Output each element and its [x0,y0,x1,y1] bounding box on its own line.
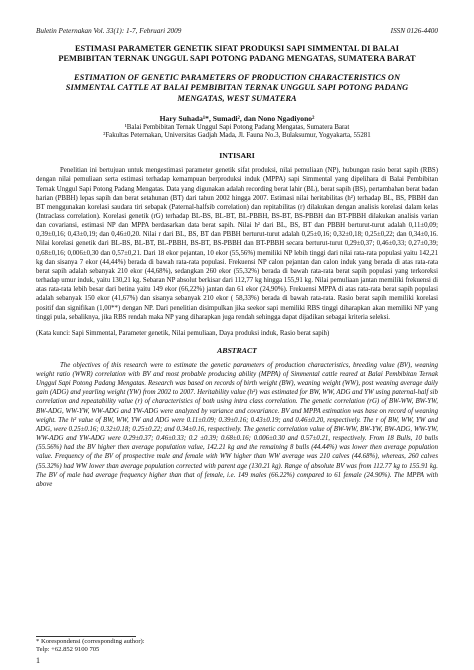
footnote-phone: Telp: +62.852 9100 705 [36,646,100,653]
intisari-body: Penelitian ini bertujuan untuk mengestimasi parameter genetik sifat produksi, nilai pemuliaan (NP), hubungan rasio berat sapih (RBS) dengan nilai pemuliaan serta estimasi terhadap kemampuan berproduksi induk (MPPA) sapi Simmental yang dipelihara di Balai Pembibitan Ternak Unggul Sapi Potong Padang Mengatas. Data yang digunakan adalah recording berat lahir (BL), berat sapih (BS), pertambahan berat badan harian (PBBH) lepas sapih dan berat setahunan (BT) dari tahun 2002 hingga 2007. Estimasi nilai heritabilitas (h²) terhadap BL, BS, PBBH dan BT menggunakan korelasi saudara tiri sebapak (Paternal-halfsib correlation) dan repitabilitas (r) dilakukan dengan analisis korelasi dalam kelas (Intraclass correlation). Korelasi genetik (rG) terhadap BL-BS, BL-BT, BL-PBBH, BS-BT, BS-PBBH dan BT-PBBH dilakukan analisis varian dan covariansi, estimasi NP dan MPPA berdasarkan data berat sapih. Nilai h² dari BL, BS, BT dan PBBH berturut-turut adalah 0,11±0,09; 0,39±0,16; 0,43±0,19; dan 0,46±0,20. Nilai r dari BL, BS, BT dan PBBH berturut-turut adalah 0,25±0,16; 0,32±0,18; 0,25±0,22; dan 0,34±0,16. Nilai korelasi genetik dari BL-BS, BL-BT, BL-PBBH, BS-BT, BS-PBBH dan BT-PBBH secara berturut-turut 0,29±0,37; 0,46±0,33; 0,27±0,39; 0,68±0,16; 0,006±0,30 dan 0,57±0,21. Dari 18 ekor pejantan, 10 ekor (55,56%) memiliki NP lebih tinggi dari nilai rata-rata populasi yaitu 142,21 kg dan sisanya 7 ekor (44,44%) berada di bawah rata-rata populasi. Frekuensi NP calon pejantan dan calon induk yang berada di atas rata-rata berat sapih adalah sebanyak 210 ekor (44,68%), sedangkan 260 ekor (55,32%) berada di bawah rata-rata berat sapih populasi yang terkoreksi terhadap umur induk, yaitu 130,21 kg. Sebaran NP absolut berkisar dari 112,77 kg hingga 155,91 kg. Nilai pemuliaan jantan memiliki frekuensi di atas rata-rata lebih besar dari betina yaitu 149 ekor (66,22%) jantan dan 61 ekor (24,90%). Frekuensi MPPA di atas rata-rata berat sapih populasi adalah sebanyak 150 ekor (41,67%) dan sisanya sebanyak 210 ekor ( 58,33%) berada di bawah rata-rata. Rasio berat sapih memiliki korelasi positif dan signifikan (1,00**) dengan NP. Dari penelitian disimpulkan jika seekor sapi memiliki RBS tinggi diharapkan akan memiliki NP yang tinggi pula, sebaliknya, jika RBS rendah maka NP yang diharapkan juga rendah sehingga dapat dijadikan sebagai kriteria seleksi. [36,167,438,321]
article-content [36,44,438,489]
footnote-correspondence: * Korespondensi (corresponding author): [36,638,145,645]
page-number: 1 [36,656,40,665]
running-header [36,27,438,39]
title-english-line-2: SIMMENTAL CATTLE AT BALAI PEMBIBITAN TERNAK UNGGUL SAPI POTONG PADANG [65,83,409,93]
intisari-heading: INTISARI [219,151,255,161]
title-indonesian-line-2: PEMBIBITAN TERNAK UNGGUL SAPI POTONG PADANG MENGATAS, SUMATERA BARAT [58,54,416,64]
abstract-body: The objectives of this research were to estimate the genetic parameters of production characteristics, breeding value (BV), weaning weight ratio (WWR) correlation with BV and most probable producing ability (MPPA) of Simmental cattle reared at Balai Pembibitan Ternak Unggul Sapi Potong Padang Mengatas. Research was based on records of birth weight (BW), weaning weight (WW), post weaning average daily gain (ADG) and yearling weight (YW) from 2002 to 2007. Heritability value (h²) was estimated for BW, WW, ADG and YW using paternal-half sib correlation and repeatability value (r) of characteristics of both using intra class correlation. The genetic correlation (rG) of BW-WW, BW-YW, BW-ADG, WW-YW, WW-ADG and YW-ADG were analyzed by variance and covariance. BV and MPPA estimation was base on record of weaning weight. The h² value of BW, WW, YW and ADG were 0.11±0.09; 0.39±0.16; 0.43±0.19; and 0.46±0.20, respectively. The r of BW, WW, YW and ADG, were 0.25±0.16; 0.32±0.18; 0.25±0.22; and 0.34±0.16, respectively. The genetic correlation value of BW-WW, BW-YW, BW-ADG, WW-YW, WW-ADG and YW-ADG were 0.29±0.37; 0.46±0.33; 0.2 ±0.39; 0.68±0.16; 0.006±0.30 and 0.57±0.21, respectively. From 18 Bulls, 10 bulls (55.56%) had the BV higher then average population value, 142.21 kg and the remaining 8 bulls (44.44%) was lower then average population value. Frequency of the BV of prospective male and female with WW higher than WW average was 210 calves (44.68%), whereas, 260 calves (55.32%) had WW lower than average population corrected with parent age (130.21 kg). Range of absolute BV was from 112.77 kg to 155.91 kg. The BV of male had average frequency higher than that of female, i.e. 149 males (66.22%) compared to 61 female (24.90%). The MPPA with above [36,361,438,488]
affiliation-2: ²Fakultas Peternakan, Universitas Gadjah Mada, Jl. Fauna No.3, Bulaksumur, Yogyakarta, 55281 [103,132,371,140]
footnote-divider [36,636,136,637]
title-indonesian-line-1: ESTIMASI PARAMETER GENETIK SIFAT PRODUKSI SAPI SIMMENTAL DI BALAI [74,44,400,53]
footnote [36,638,145,654]
title-english-line-3: MENGATAS, WEST SUMATERA [177,94,297,103]
abstract-heading: ABSTRACT [217,345,257,355]
title-english-line-1: ESTIMATION OF GENETIC PARAMETERS OF PRODUCTION CHARACTERISTICS ON [73,72,400,82]
title-english [36,73,438,105]
keywords: (Kata kunci: Sapi Simmental, Parameter genetik, Nilai pemuliaan, Daya produksi induk, Rasio berat sapih) [36,329,330,337]
journal-citation: Buletin Peternakan Vol. 33(1): 1-7, Februari 2009 [36,27,182,35]
title-indonesian [36,44,438,65]
author-list: Hary Suhada¹*, Sumadi², dan Nono Ngadiyono² [159,113,315,123]
issn-label: ISSN 0126-4400 [390,27,438,35]
affiliation-1: ¹Balai Pembibitan Ternak Unggul Sapi Potong Padang Mengatas, Sumatera Barat [124,123,350,131]
